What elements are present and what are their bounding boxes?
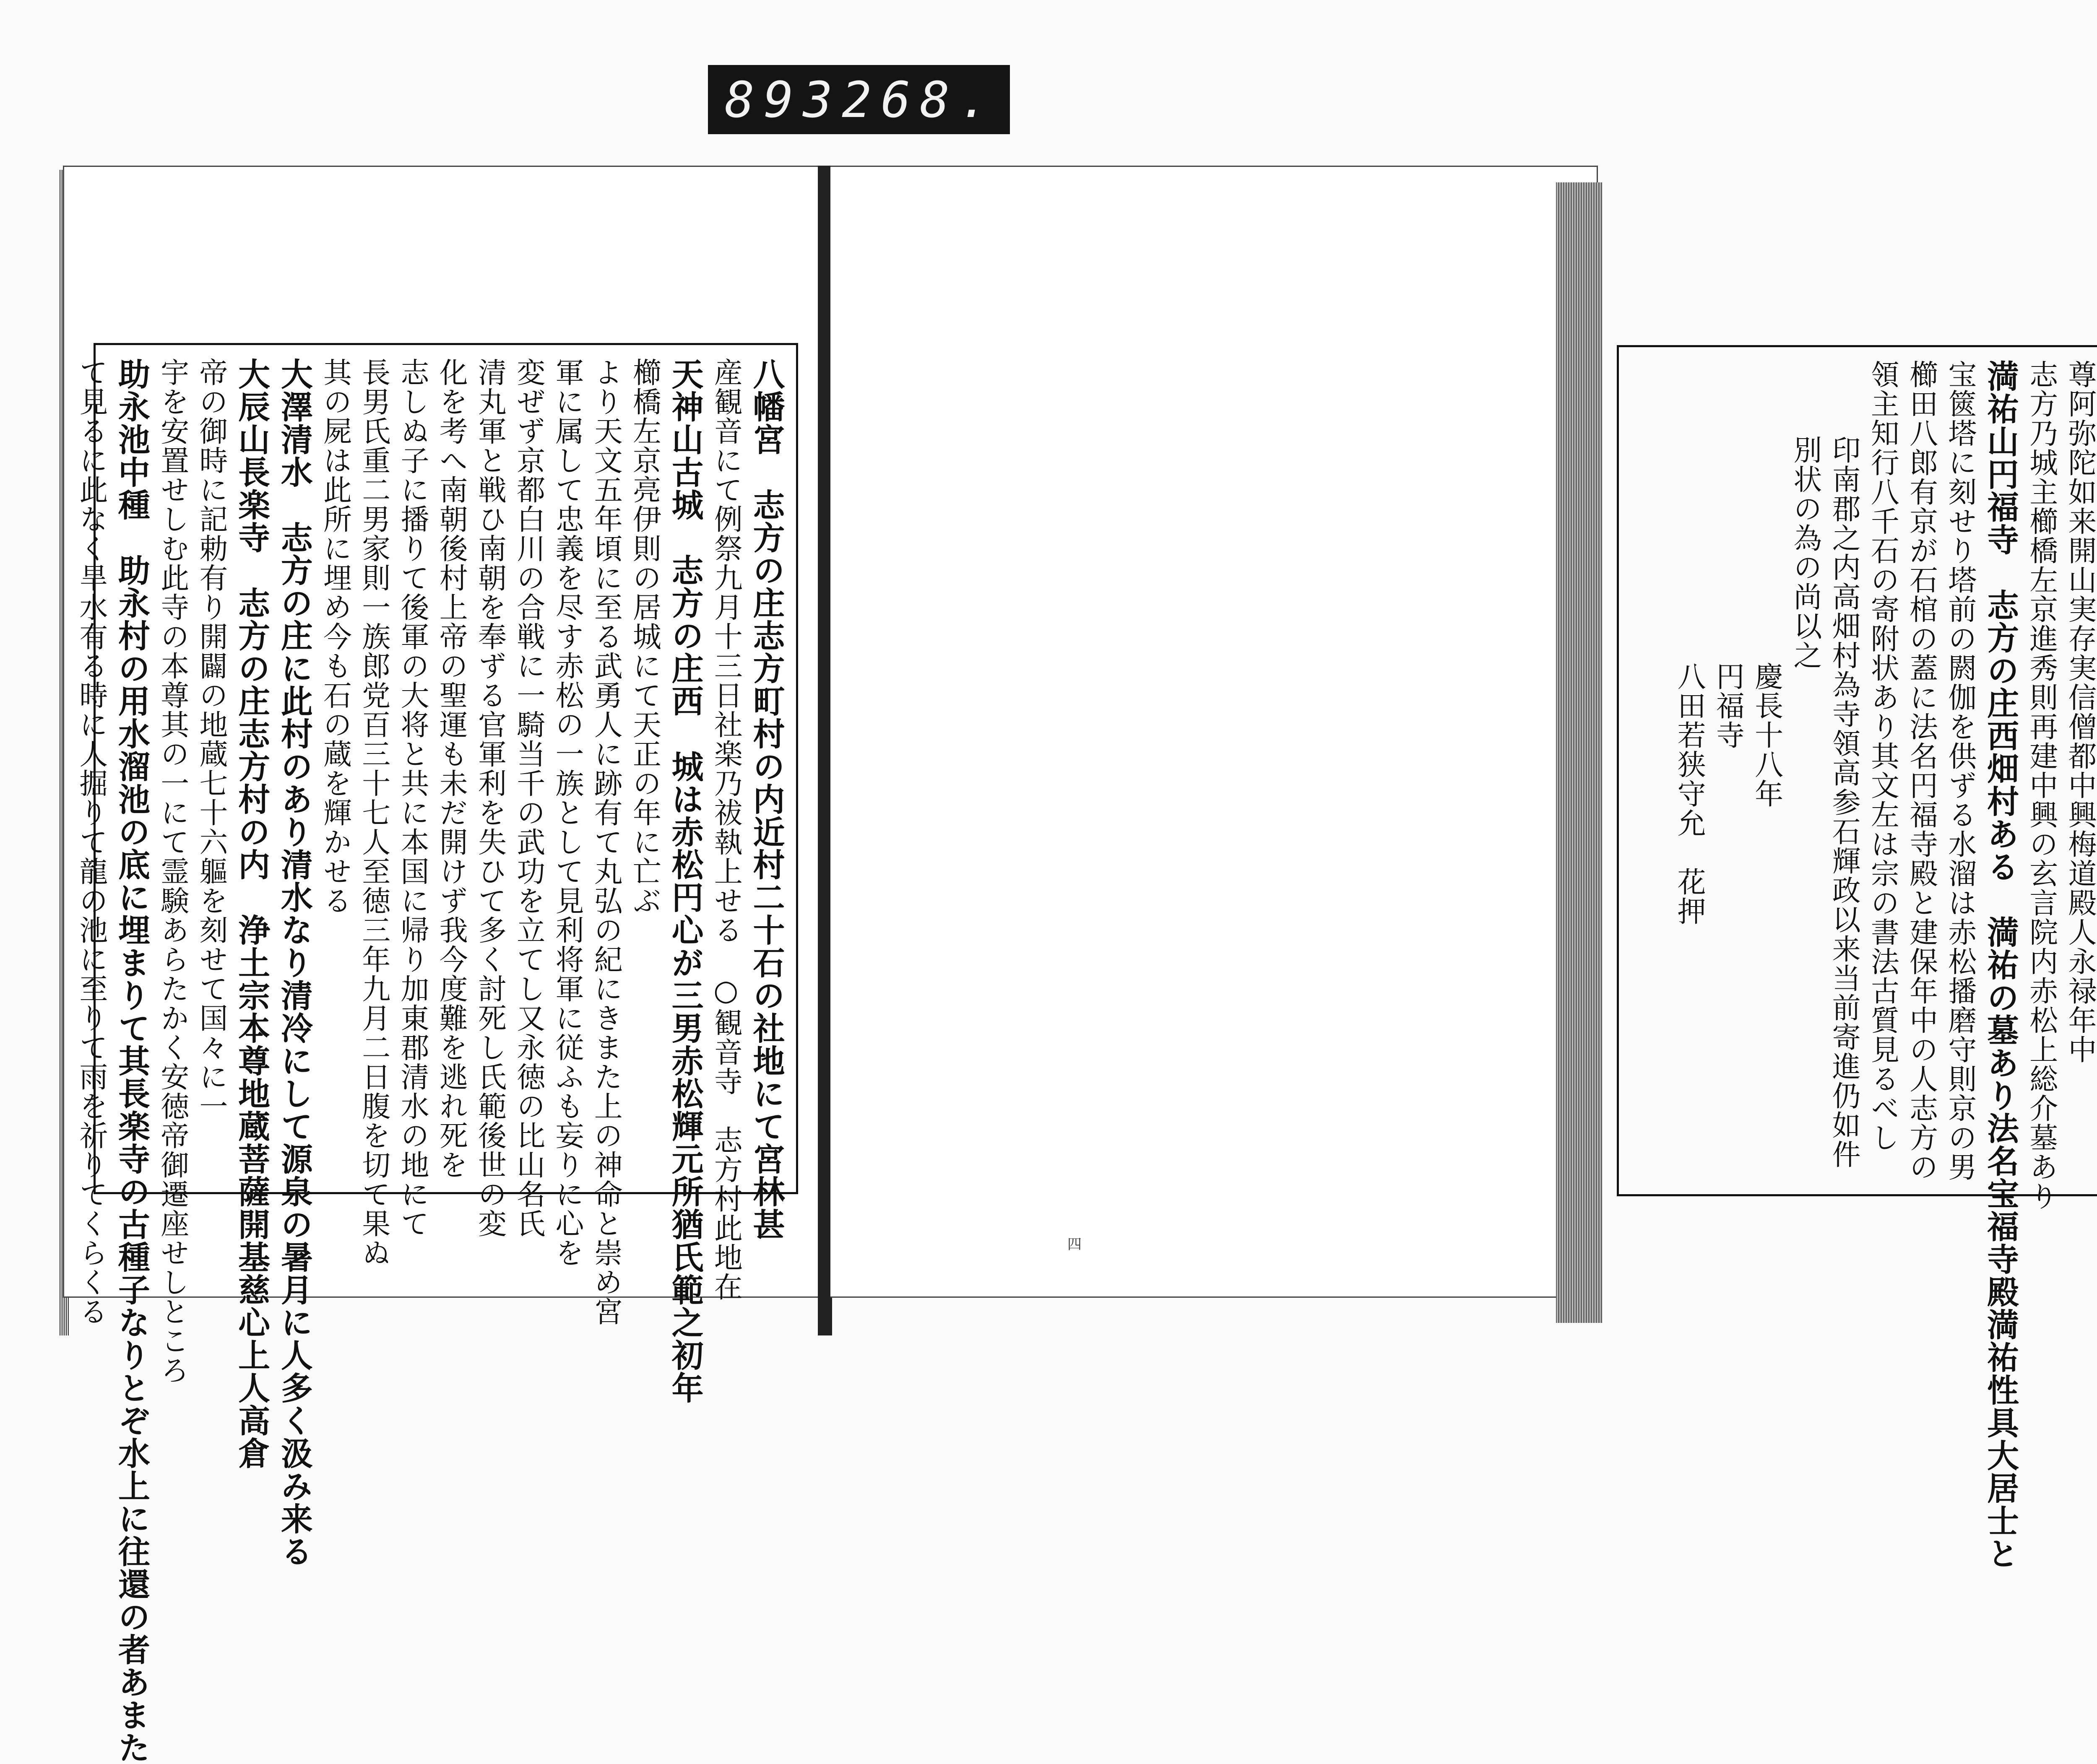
left-page-column: 志しぬ子に播りて後軍の大将と共に本国に帰り加東郡清水の地にて [396, 358, 429, 1238]
archive-label [708, 65, 1010, 134]
left-page-column: 帝の御時に記勅有り開闢の地蔵七十六軀を刻せて国々に一 [194, 358, 228, 1121]
right-page-column: 領主知行八千石の寄附状あり其文左は宗の書法古質見るべし [1866, 360, 1899, 1152]
right-page-column: 円福寺 [1711, 662, 1745, 750]
left-page-column: 変ぜず京都白川の合戦に一騎当千の武功を立てし又永徳の比山名氏 [512, 358, 545, 1238]
right-page-column: 別状の為の尚以之 [1788, 435, 1822, 670]
book-gutter [818, 166, 832, 1335]
left-page-column: 其の屍は此所に埋め今も石の蔵を輝かせる [318, 358, 352, 915]
left-page-column: 八幡宮 志方の庄志方町村の内近村二十石の社地にて宮林甚 [748, 358, 785, 1241]
right-page-column: 尊阿弥陀如来開山実存実信僧都中興梅道殿人永禄年中 [2063, 360, 2097, 1064]
right-page-column: 櫛田八郎有京が石棺の蓋に法名円福寺殿と建保年中の人志方の [1904, 360, 1938, 1182]
right-page-column: 宝篋塔に刻せり塔前の閼伽を供ずる水溜は赤松播磨守則京の男 [1943, 360, 1977, 1182]
left-text-frame [74, 343, 798, 1764]
left-page-column: 宇を安置せしむ此寺の本尊其の一にて霊験あらたかく安徳帝御遷座せしところ [156, 358, 189, 1385]
right-page-column: 八田若狭守允 花押 [1673, 662, 1706, 926]
left-page-column: て見るに此なく旱水有る時に人掘りて龍の池に至りて雨を祈りてくらくる [74, 358, 108, 1326]
right-page-column: 志方乃城主櫛橋左京進秀則再建中興の玄言院内赤松上総介墓あり [2024, 360, 2058, 1211]
left-page-column: 産観音にて例祭九月十三日社楽乃祓執上せる ○観音寺 志方村此地在 [709, 358, 743, 1302]
left-page-column: より天文五年頃に至る武勇人に跡有て丸弘の紀にきまた上の神命と崇め宮 [589, 358, 623, 1326]
left-page-column: 化を考へ南朝後村上帝の聖運も未だ開けず我今度難を逃れ死を [434, 358, 468, 1179]
right-page-column: 印南郡之内高畑村為寺領高参石輝政以来当前寄進仍如件 [1827, 435, 1861, 1169]
left-page [63, 166, 824, 1764]
left-page-column: 助永池中種 助永村の用水溜池の底に埋まりて其長楽寺の古種子なりとぞ水上に往還の者あまた [113, 358, 151, 1764]
page-mark: 四 [1067, 1236, 1082, 1253]
left-page-column: 軍に属して忠義を尽す赤松の一族として見利将軍に従ふも妄りに心を [550, 358, 584, 1268]
right-page-column: 慶長十八年 [1750, 662, 1783, 808]
right-page [830, 166, 2097, 1570]
archive-number-left: 893 [725, 70, 842, 129]
book-spread [63, 166, 2097, 1764]
left-page-column: 大辰山長楽寺 志方の庄志方村の内 浄土宗本尊地蔵菩薩開基慈心上人高倉 [233, 358, 271, 1470]
archive-number-right: 268. [842, 70, 998, 129]
left-page-column: 大澤清水 志方の庄に此村のあり清水なり清冷にして源泉の暑月に人多く汲み来る [276, 358, 313, 1568]
right-page-column: 満祐山円福寺 志方の庄西畑村ある 満祐の墓あり法名宝福寺殿満祐性具大居士と [1982, 360, 2019, 1570]
left-page-column: 長男氏重二男家則一族郎党百三十七人至徳三年九月二日腹を切て果ぬ [357, 358, 390, 1268]
left-page-column: 櫛橋左京亮伊則の居城にて天正の年に亡ぶ [628, 358, 661, 915]
left-page-column: 天神山古城 志方の庄西 城は赤松円心が三男赤松輝元所猶氏範之初年 [666, 358, 704, 1404]
right-text-frame [1617, 345, 2097, 1570]
page-edge-right [1556, 182, 1602, 1323]
left-page-column: 清丸軍と戦ひ南朝を奉ずる官軍利を失ひて多く討死し氏範後世の変 [473, 358, 507, 1238]
